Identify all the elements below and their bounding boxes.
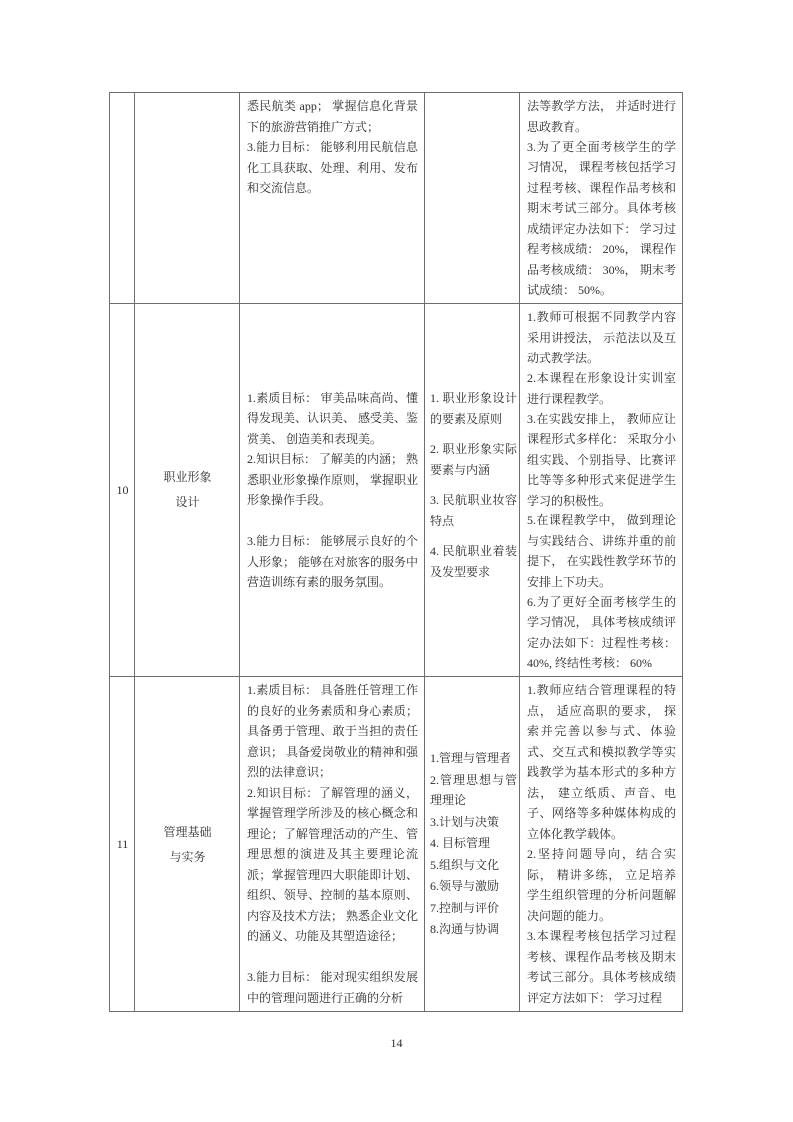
text-line: 1.素质目标： 审美品味高尚、懂得发现美、认识美、 感受美、鉴赏美、 创造美和表现美。 [247, 390, 419, 446]
text-line: 3.能力目标： 能够展示良好的个人形象； 能够在对旅客的服务中营造训练有素的服务氛围。 [247, 534, 419, 589]
text-line: 3.计划与决策 [430, 814, 500, 829]
text-line: 5.在课程教学中， 做到理论与实践结合、讲练并重的前提下， 在实践性教学环节的安排上下功夫。 [527, 513, 676, 589]
row0-objectives-cell [240, 93, 425, 304]
text-line: 与实务 [169, 849, 206, 864]
text-line: 8.沟通与协调 [430, 922, 500, 937]
row11-course-cell [135, 677, 240, 1012]
text-line: 3.能力目标： 能对现实组织发展中的管理问题进行正确的分析 [247, 970, 418, 1005]
text-line: 5.组织与文化 [430, 857, 500, 872]
text-line: 1.教师应结合管理课程的特点， 适应高职的要求， 探索并完善以参与式、体验式、交互式和模拟教学等实践教学为基本形式的多种方法， 建立纸质、声音、电子、网络等多种媒体构成的立体化教学载体。 [527, 683, 676, 841]
text-line: 4. 民航职业着装及发型要求 [430, 544, 517, 579]
text-line: 法等教学方法， 并适时进行思政教育。 [527, 99, 676, 134]
text-line: 2.坚持问题导向，结合实际， 精讲多练， 立足培养学生组织管理的分析问题解决问题的能力。 [527, 847, 676, 923]
row11-number-cell: 11 [110, 677, 135, 1012]
text-line: 6.为了更好全面考核学生的学习情况， 具体考核成绩评定办法如下：过程性考核： 40%, 终结性考核： 60% [527, 594, 676, 671]
row10-objectives-cell [240, 304, 425, 677]
row10-number-cell: 10 [110, 304, 135, 677]
row10-course-cell [135, 304, 240, 677]
row0-content-cell [425, 93, 520, 304]
text-line [247, 947, 418, 968]
row0-course-cell [135, 93, 240, 304]
row0-number-cell [110, 93, 135, 304]
text-line: 6.领导与激励 [430, 879, 500, 894]
text-line: 2.管理思想与管理理论 [430, 772, 517, 808]
text-line: 职业形象 [163, 470, 212, 484]
text-line: 7.控制与评价 [430, 900, 500, 915]
row11-objectives-cell [240, 677, 425, 1012]
text-line: 1.管理与管理者 [430, 751, 512, 766]
course-table [109, 92, 683, 1012]
text-line: 设计 [175, 495, 200, 509]
text-line: 1.素质目标： 具备胜任管理工作的良好的业务素质和身心素质；具备勇于管理、敢于当担的责任意识； 具备爱岗敬业的精神和强烈的法律意识； [247, 683, 419, 779]
text-line: 3.在实践安排上， 教师应让课程形式多样化： 采取分小组实践、个别指导、比赛评比等等多种形式来促进学生学习的积极性。 [527, 411, 676, 508]
text-line: 2.本课程在形象设计实训室进行课程教学。 [527, 371, 676, 406]
row11-methods-cell [520, 677, 682, 1012]
row0-methods-cell [520, 93, 682, 304]
text-line: 1.教师可根据不同教学内容采用讲授法， 示范法以及互动式教学法。 [527, 310, 676, 365]
text-line [247, 511, 418, 532]
text-line: 管理基础 [163, 824, 212, 839]
text-line: 3.能力目标： 能够利用民航信息化工具获取、处理、利用、发布和交流信息。 [247, 140, 418, 195]
row11-content-cell [425, 677, 520, 1012]
text-line: 2.知识目标： 了解美的内涵； 熟悉职业形象操作原则， 掌握职业形象操作手段。 [247, 452, 419, 507]
text-line: 4. 目标管理 [430, 836, 491, 851]
page-number: 14 [390, 1036, 403, 1050]
text-line: 2.知识目标：了解管理的涵义，掌握管理学所涉及的核心概念和理论；了解管理活动的产生、管理思想的演进及其主要理论流派；掌握管理四大职能即计划、组织、领导、控制的基本原则、内容及技术方法； 熟悉企业文化的涵义、功能及其塑造途径； [247, 785, 419, 943]
text-line: 3.为了更全面考核学生的学习情况， 课程考核包括学习过程考核、课程作品考核和期末考试三部分。具体考核成绩评定办法如下： 学习过程考核成绩： 20%， 课程作品考核成绩： 30%， 期末考试成绩： 50%。 [527, 139, 676, 298]
text-line: 3.本课程考核包括学习过程考核、课程作品考核及期末考试三部分。具体考核成绩评定方法如下： 学习过程 [527, 929, 676, 1005]
text-line: 1. 职业形象设计的要素及原则 [430, 391, 517, 426]
row10-methods-cell [520, 304, 682, 677]
text-line: 3. 民航职业妆容特点 [430, 493, 517, 528]
row10-content-cell [425, 304, 520, 677]
text-line: 2. 职业形象实际要素与内涵 [430, 442, 517, 477]
text-line: 悉民航类 app； 掌握信息化背景下的旅游营销推广方式； [247, 99, 418, 134]
